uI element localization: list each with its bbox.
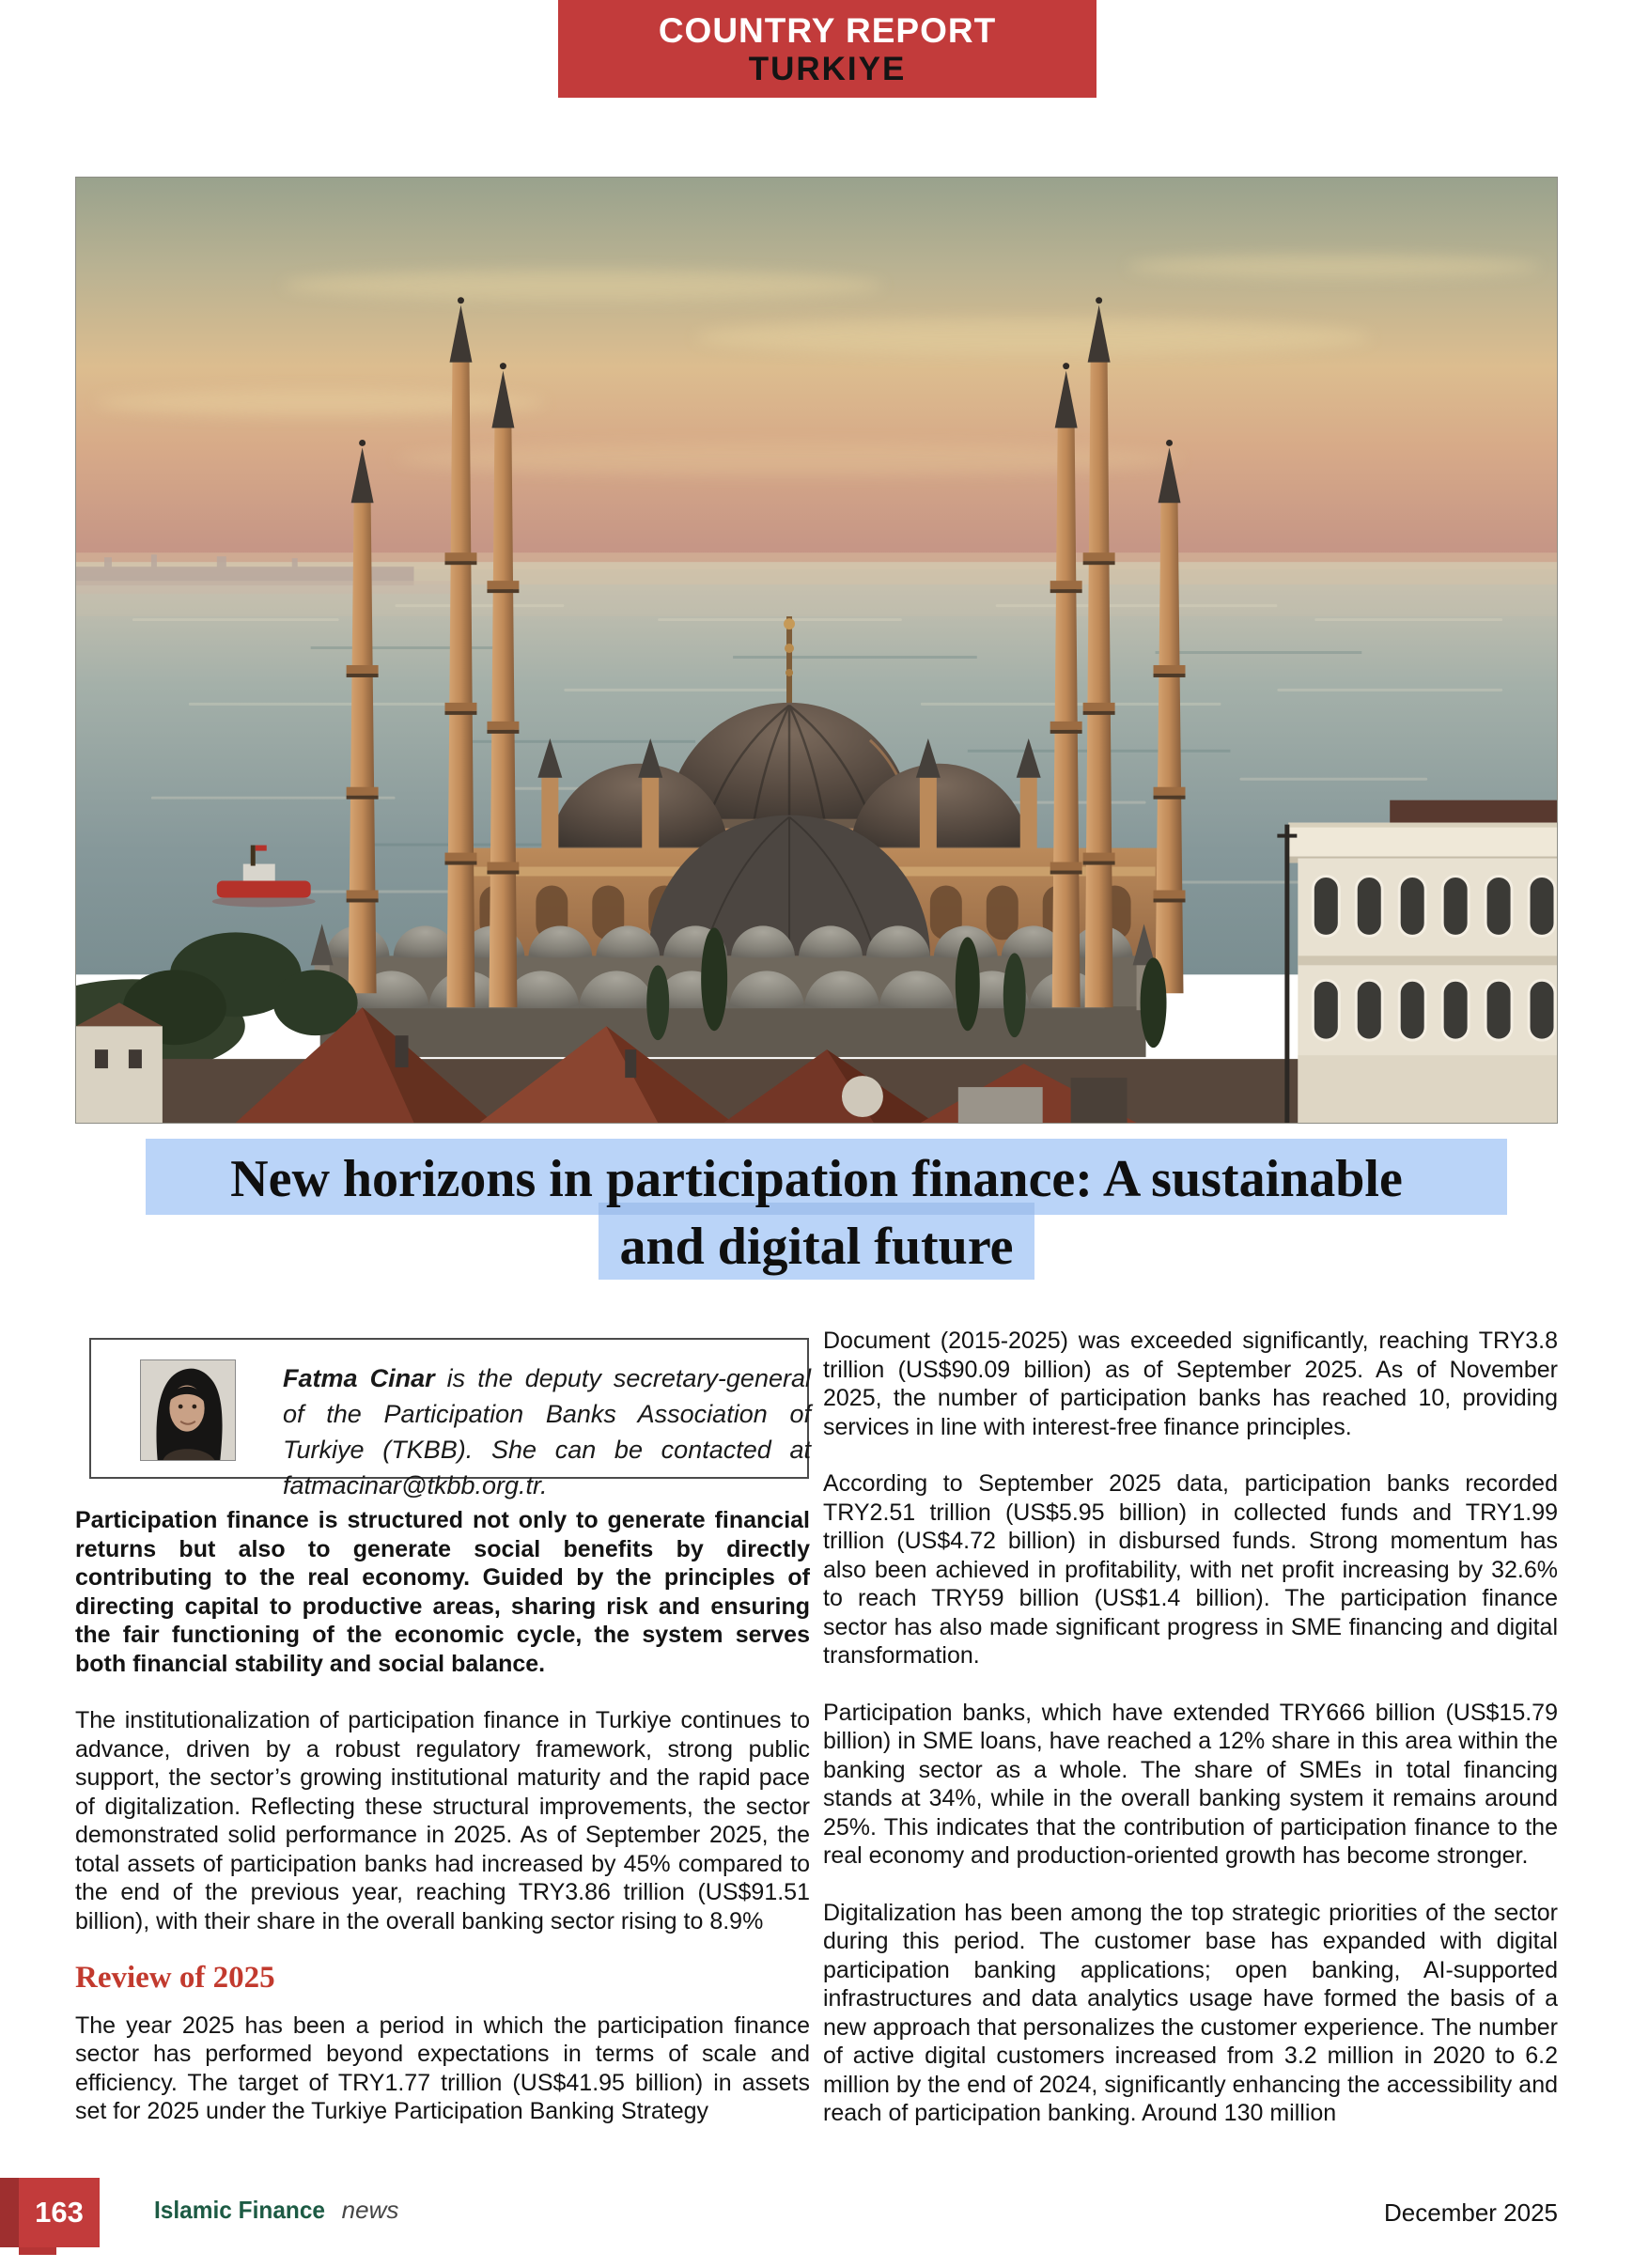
banner-kicker: COUNTRY REPORT: [658, 11, 997, 50]
paragraph-3: Document (2015-2025) was exceeded significantly, reaching TRY3.8 trillion (US$90.09 billion) as of September 2025. As of November 2025, the number of participation banks has reached 10, providing services in line with interest-free finance principles.: [823, 1328, 1558, 1440]
author-photo: [140, 1359, 236, 1461]
article-column-right: [823, 1327, 1558, 2156]
right-building: [1277, 800, 1557, 1123]
page-number-tab: [19, 2178, 100, 2247]
author-bio: [283, 1360, 811, 1503]
mosque-photo: [75, 177, 1558, 1124]
article-title-line1: New horizons in participation finance: A sustainable: [230, 1150, 1403, 1208]
page-number-tab-bottom: [19, 2247, 56, 2255]
author-portrait-art: [141, 1360, 235, 1460]
mosque-photo-art: [76, 178, 1557, 1123]
brand-news: news: [341, 2196, 399, 2224]
paragraph-4: According to September 2025 data, participation banks recorded TRY2.51 trillion (US$5.95 billion) in collected funds and TRY1.99 trillion (US$4.72 billion) in disbursed funds. Strong momentum has also been achieved in profitability, with net profit increasing by 32.6% to reach TRY59 billion (US$1.4 billion). The participation finance sector has also made significant progress in SME financing and digital transformation.: [823, 1470, 1558, 1669]
article-title-line2: and digital future: [619, 1218, 1014, 1276]
country-report-banner: [558, 0, 1096, 98]
paragraph-6: Digitalization has been among the top strategic priorities of the sector during this period. The customer base has expanded with digital participation banking applications; open banking, AI-supported infrastructures and data analytics usage have formed the basis of a new approach that personalizes the customer experience. The number of active digital customers increased from 3.2 million in 2020 to 6.2 million by the end of 2024, significantly enhancing the accessibility and reach of participation banking. Around 130 million: [823, 1899, 1558, 2126]
paragraph-2: The year 2025 has been a period in which the participation finance sector has performed beyond expectations in terms of scale and efficiency. The target of TRY1.77 trillion (US$41.95 billion) in assets set for 2025 under the Turkiye Participation Banking Strategy: [75, 2012, 810, 2124]
section-heading: Review of 2025: [75, 1961, 275, 1995]
author-box: [89, 1338, 811, 1499]
page-number: 163: [35, 2196, 84, 2229]
author-name: Fatma Cinar: [283, 1364, 435, 1392]
paragraph-5: Participation banks, which have extended TRY666 billion (US$15.79 billion) in SME loans, have reached a 12% share in this area within the banking sector as a whole. The share of SMEs in total financing stands at 34%, while in the overall banking system it remains around 25%. This indicates that the contribution of participation finance to the real economy and production-oriented growth has become stronger.: [823, 1699, 1558, 1869]
author-bio-text: is the deputy secretary-general of the Participation Banks Association of Turkiye (TKBB). She can be contacted at fatmacinar@tkbb.org.tr.: [283, 1364, 811, 1499]
brand-main: Islamic Finance: [154, 2196, 326, 2224]
issue-date: December 2025: [1384, 2198, 1558, 2227]
paragraph-1: The institutionalization of participation finance in Turkiye continues to advance, driven by a robust regulatory framework, strong public support, the sector’s growing institutional maturity and the rapid pace of digitalization. Reflecting these structural improvements, the sector demonstrated solid performance in 2025. As of September 2025, the total assets of participation banks had increased by 45% compared to the end of the previous year, reaching TRY3.86 trillion (US$91.51 billion), with their share in the overall banking sector rising to 8.9%: [75, 1707, 810, 1934]
article-column-left: [75, 1506, 810, 2154]
banner-country: TURKIYE: [748, 51, 907, 87]
page-number-tab-flap: [0, 2178, 19, 2247]
lead-paragraph: Participation finance is structured not only to generate financial returns but also to generate social benefits by directly contributing to the real economy. Guided by the principles of directing capital to productive areas, sharing risk and ensuring the fair functioning of the economic cycle, the system serves both financial stability and social balance.: [75, 1507, 810, 1677]
brand-logo: [154, 2196, 398, 2225]
